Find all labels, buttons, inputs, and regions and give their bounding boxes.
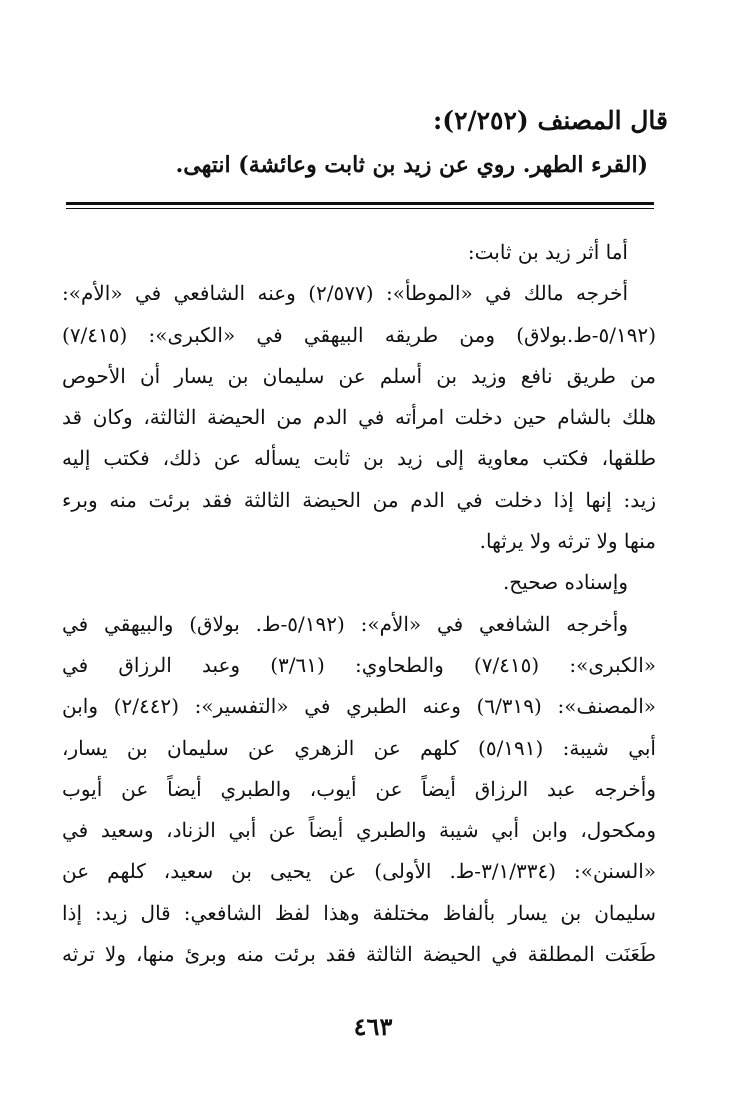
text-line: أخرجه مالك في «الموطأ»: (٢/٥٧٧) وعنه الشافعي في «الأم»: bbox=[62, 281, 628, 306]
text-line: طلقها، فكتب معاوية إلى زيد بن ثابت يسأله عن ذلك، فكتب إليه bbox=[62, 446, 656, 471]
text-line: زيد: إنها إذا دخلت في الدم من الحيضة الثالثة فقد برئت منه وبرء bbox=[62, 487, 656, 512]
text-line: وأخرجه عبد الرزاق أيضاً عن أيوب، والطبري أيضاً عن أيوب bbox=[62, 776, 656, 801]
divider-thin bbox=[66, 208, 654, 209]
text-line: ومكحول، وابن أبي شيبة والطبري أيضاً عن أبي الزناد، وسعيد في bbox=[62, 818, 656, 843]
text-line: «السنن»: (٣/١/٣٣٤-ط. الأولى) عن يحيى بن سعيد، كلهم عن bbox=[62, 859, 657, 884]
text-line: (٥/١٩٢-ط.بولاق) ومن طريقه البيهقي في «الكبرى»: (٧/٤١٥) bbox=[62, 322, 656, 347]
text-line: من طريق نافع وزيد بن أسلم عن سليمان بن يسار أن الأحوص bbox=[62, 363, 656, 388]
text-line: طَعَنَت المطلقة في الحيضة الثالثة فقد برئت منه وبرئ منها، ولا ترثه bbox=[62, 942, 656, 967]
text-line: أبي شيبة: (٥/١٩١) كلهم عن الزهري عن سليمان بن يسار، bbox=[62, 735, 656, 760]
text-line: أما أثر زيد بن ثابت: bbox=[467, 240, 628, 264]
text-line: وأخرجه الشافعي في «الأم»: (٥/١٩٢-ط. بولاق) والبيهقي في bbox=[62, 611, 628, 636]
text-line: «الكبرى»: (٧/٤١٥) والطحاوي: (٣/٦١) وعبد الرزاق في bbox=[62, 652, 657, 677]
section-heading: قال المصنف (٢/٢٥٢): bbox=[433, 106, 668, 135]
body-text bbox=[62, 232, 656, 975]
quoted-statement: (القرء الطهر. روي عن زيد بن ثابت وعائشة) انتهى. bbox=[175, 152, 648, 178]
text-line: «المصنف»: (٦/٣١٩) وعنه الطبري في «التفسير»: (٢/٤٤٢) وابن bbox=[62, 694, 657, 719]
text-line: منها ولا ترثه ولا يرثها. bbox=[479, 529, 656, 554]
text-line: هلك بالشام حين دخلت امرأته في الدم من الحيضة الثالثة، وكان قد bbox=[62, 405, 657, 430]
text-line: سليمان بن يسار بألفاظ مختلفة وهذا لفظ الشافعي: قال زيد: إذا bbox=[62, 900, 656, 925]
page-number: ٤٦٣ bbox=[353, 1012, 393, 1041]
text-line: وإسناده صحيح. bbox=[502, 570, 628, 595]
divider-thick bbox=[66, 202, 654, 205]
